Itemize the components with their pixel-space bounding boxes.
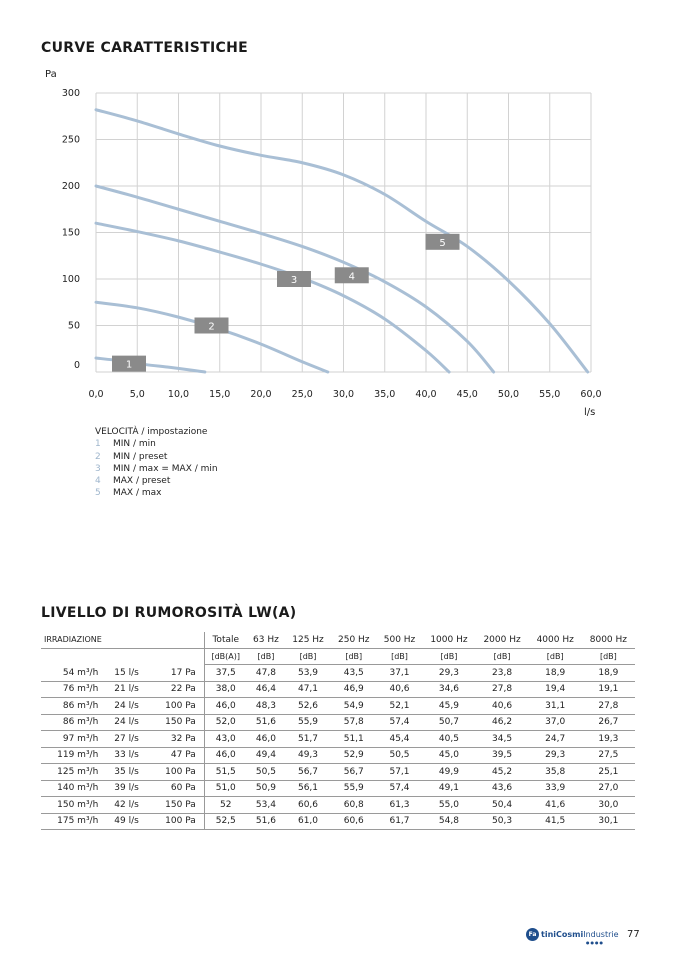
value-cell: 19,1 (582, 681, 635, 698)
value-cell: 30,0 (582, 797, 635, 814)
value-cell: 45,0 (422, 747, 475, 764)
value-cell: 61,7 (377, 813, 423, 830)
flow-m3h-cell: 86 m³/h (41, 698, 104, 715)
value-cell: 46,9 (331, 681, 377, 698)
value-cell: 43,5 (331, 665, 377, 682)
x-tick-label: 55,0 (539, 389, 561, 400)
value-cell: 57,8 (331, 714, 377, 731)
flow-ls-cell: 33 l/s (104, 747, 151, 764)
value-cell: 50,3 (476, 813, 529, 830)
value-cell: 33,9 (529, 780, 582, 797)
pressure-cell: 150 Pa (151, 714, 204, 731)
value-cell: 47,8 (247, 665, 285, 682)
value-cell: 51,6 (247, 714, 285, 731)
value-cell: 23,8 (476, 665, 529, 682)
chart-title: CURVE CARATTERISTICHE (41, 40, 249, 56)
value-cell: 52 (204, 797, 247, 814)
value-cell: 61,3 (377, 797, 423, 814)
value-cell: 54,8 (422, 813, 475, 830)
legend-item-2 (95, 451, 218, 463)
x-tick-label: 0,0 (88, 389, 104, 400)
column-unit: [dB] (529, 648, 582, 665)
value-cell: 46,0 (204, 747, 247, 764)
value-cell: 40,6 (476, 698, 529, 715)
flow-ls-cell: 49 l/s (104, 813, 151, 830)
flow-m3h-cell: 175 m³/h (41, 813, 104, 830)
value-cell: 34,5 (476, 731, 529, 748)
column-header: 63 Hz (247, 632, 285, 648)
flow-ls-cell: 15 l/s (104, 665, 151, 682)
flow-ls-cell: 24 l/s (104, 698, 151, 715)
value-cell: 50,4 (476, 797, 529, 814)
column-header: 2000 Hz (476, 632, 529, 648)
legend-label: MAX / preset (113, 476, 171, 487)
brand-logo (526, 928, 619, 945)
legend-item-5 (95, 487, 218, 499)
column-unit: [dB] (476, 648, 529, 665)
noise-units-row (41, 648, 635, 665)
value-cell: 50,7 (422, 714, 475, 731)
value-cell: 56,7 (285, 764, 331, 781)
flow-m3h-cell: 140 m³/h (41, 780, 104, 797)
value-cell: 37,1 (377, 665, 423, 682)
table-row (41, 780, 635, 797)
curve-label-5: 5 (439, 237, 446, 249)
value-cell: 50,5 (247, 764, 285, 781)
value-cell: 38,0 (204, 681, 247, 698)
pressure-cell: 100 Pa (151, 764, 204, 781)
legend (95, 426, 218, 500)
noise-table (41, 632, 635, 830)
x-tick-label: 45,0 (456, 389, 478, 400)
curve-label-4: 4 (348, 271, 355, 283)
value-cell: 19,3 (582, 731, 635, 748)
y-tick-label: 250 (61, 134, 80, 146)
value-cell: 39,5 (476, 747, 529, 764)
legend-number: 4 (95, 476, 101, 487)
y-axis-label: Pa (45, 69, 57, 80)
curve-label-2: 2 (208, 321, 215, 333)
column-header: Totale (204, 632, 247, 648)
pressure-cell: 17 Pa (151, 665, 204, 682)
value-cell: 52,9 (331, 747, 377, 764)
value-cell: 37,5 (204, 665, 247, 682)
value-cell: 52,6 (285, 698, 331, 715)
value-cell: 43,6 (476, 780, 529, 797)
column-unit: [dB] (422, 648, 475, 665)
column-header: 250 Hz (331, 632, 377, 648)
value-cell: 49,1 (422, 780, 475, 797)
y-tick-label: 100 (61, 274, 80, 285)
table-row (41, 665, 635, 682)
legend-number: 2 (95, 451, 101, 462)
pressure-cell: 47 Pa (151, 747, 204, 764)
table-row (41, 764, 635, 781)
value-cell: 51,1 (331, 731, 377, 748)
table-row (41, 747, 635, 764)
value-cell: 45,9 (422, 698, 475, 715)
value-cell: 50,5 (377, 747, 423, 764)
value-cell: 27,0 (582, 780, 635, 797)
value-cell: 57,4 (377, 714, 423, 731)
logo-mark: Fa (526, 928, 539, 941)
value-cell: 51,5 (204, 764, 247, 781)
characteristic-curves-chart (0, 60, 678, 420)
legend-label: MIN / min (113, 439, 156, 450)
value-cell: 46,4 (247, 681, 285, 698)
units-spacer (41, 648, 204, 665)
legend-label: MIN / preset (113, 451, 168, 462)
column-unit: [dB] (582, 648, 635, 665)
value-cell: 45,2 (476, 764, 529, 781)
flow-ls-cell: 27 l/s (104, 731, 151, 748)
value-cell: 60,6 (285, 797, 331, 814)
pressure-cell: 100 Pa (151, 813, 204, 830)
column-header: 125 Hz (285, 632, 331, 648)
curve-label-1: 1 (125, 359, 133, 371)
legend-number: 5 (95, 488, 101, 499)
flow-m3h-cell: 125 m³/h (41, 764, 104, 781)
logo-text: tiniCosmiIndustrie (541, 930, 619, 939)
value-cell: 57,4 (377, 780, 423, 797)
flow-ls-cell: 39 l/s (104, 780, 151, 797)
flow-m3h-cell: 76 m³/h (41, 681, 104, 698)
table-row (41, 813, 635, 830)
y-tick-label: 200 (61, 181, 80, 192)
value-cell: 40,6 (377, 681, 423, 698)
flow-m3h-cell: 86 m³/h (41, 714, 104, 731)
pressure-cell: 150 Pa (151, 797, 204, 814)
value-cell: 60,8 (331, 797, 377, 814)
value-cell: 41,6 (529, 797, 582, 814)
x-tick-label: 25,0 (291, 389, 313, 400)
value-cell: 55,0 (422, 797, 475, 814)
curve-label-3: 3 (290, 275, 298, 286)
value-cell: 31,1 (529, 698, 582, 715)
flow-m3h-cell: 119 m³/h (41, 747, 104, 764)
value-cell: 51,6 (247, 813, 285, 830)
legend-item-4 (95, 475, 218, 487)
value-cell: 29,3 (422, 665, 475, 682)
pressure-cell: 22 Pa (151, 681, 204, 698)
value-cell: 55,9 (331, 780, 377, 797)
y-tick-label: 300 (61, 88, 80, 99)
x-tick-label: 5,0 (129, 389, 145, 400)
y-tick-label: 0 (73, 360, 80, 371)
value-cell: 26,7 (582, 714, 635, 731)
column-unit: [dB] (377, 648, 423, 665)
x-tick-label: 15,0 (209, 389, 231, 400)
value-cell: 52,1 (377, 698, 423, 715)
legend-label: MAX / max (113, 488, 162, 499)
value-cell: 27,8 (476, 681, 529, 698)
value-cell: 34,6 (422, 681, 475, 698)
value-cell: 56,1 (285, 780, 331, 797)
legend-item-1 (95, 438, 218, 450)
value-cell: 45,4 (377, 731, 423, 748)
legend-label: MIN / max = MAX / min (113, 463, 218, 474)
value-cell: 43,0 (204, 731, 247, 748)
value-cell: 51,0 (204, 780, 247, 797)
column-unit: [dB(A)] (204, 648, 247, 665)
irradiazione-header: IRRADIAZIONE (41, 632, 204, 648)
table-row (41, 714, 635, 731)
flow-m3h-cell: 150 m³/h (41, 797, 104, 814)
value-cell: 27,5 (582, 747, 635, 764)
value-cell: 60,6 (331, 813, 377, 830)
value-cell: 49,3 (285, 747, 331, 764)
column-unit: [dB] (247, 648, 285, 665)
x-tick-label: 35,0 (374, 389, 396, 400)
value-cell: 35,8 (529, 764, 582, 781)
value-cell: 47,1 (285, 681, 331, 698)
noise-header-row (41, 632, 635, 648)
value-cell: 24,7 (529, 731, 582, 748)
flow-m3h-cell: 54 m³/h (41, 665, 104, 682)
noise-table-title: LIVELLO DI RUMOROSITÀ LW(A) (41, 605, 297, 621)
value-cell: 46,0 (204, 698, 247, 715)
column-header: 4000 Hz (529, 632, 582, 648)
column-header: 8000 Hz (582, 632, 635, 648)
value-cell: 29,3 (529, 747, 582, 764)
value-cell: 50,9 (247, 780, 285, 797)
value-cell: 52,0 (204, 714, 247, 731)
curve-5 (96, 110, 588, 372)
value-cell: 27,8 (582, 698, 635, 715)
value-cell: 51,7 (285, 731, 331, 748)
value-cell: 53,4 (247, 797, 285, 814)
page-number: 77 (627, 929, 640, 940)
legend-number: 3 (95, 463, 101, 474)
value-cell: 37,0 (529, 714, 582, 731)
value-cell: 46,2 (476, 714, 529, 731)
value-cell: 19,4 (529, 681, 582, 698)
value-cell: 52,5 (204, 813, 247, 830)
table-row (41, 731, 635, 748)
pressure-cell: 60 Pa (151, 780, 204, 797)
legend-item-3 (95, 463, 218, 475)
value-cell: 18,9 (529, 665, 582, 682)
column-unit: [dB] (331, 648, 377, 665)
flow-ls-cell: 35 l/s (104, 764, 151, 781)
column-unit: [dB] (285, 648, 331, 665)
x-tick-label: 10,0 (167, 389, 190, 400)
x-tick-label: 30,0 (332, 389, 355, 400)
value-cell: 55,9 (285, 714, 331, 731)
x-tick-label: 50,0 (497, 389, 520, 400)
value-cell: 53,9 (285, 665, 331, 682)
value-cell: 54,9 (331, 698, 377, 715)
value-cell: 57,1 (377, 764, 423, 781)
x-axis-label: l/s (584, 407, 596, 418)
table-row (41, 797, 635, 814)
pressure-cell: 32 Pa (151, 731, 204, 748)
x-tick-label: 40,0 (415, 389, 437, 400)
value-cell: 48,3 (247, 698, 285, 715)
x-tick-label: 60,0 (580, 389, 602, 400)
flow-ls-cell: 21 l/s (104, 681, 151, 698)
y-tick-label: 150 (61, 227, 80, 239)
column-header: 500 Hz (377, 632, 423, 648)
value-cell: 61,0 (285, 813, 331, 830)
logo-dots: ●●●● (586, 940, 604, 945)
value-cell: 25,1 (582, 764, 635, 781)
table-row (41, 681, 635, 698)
x-tick-label: 20,0 (250, 389, 272, 400)
value-cell: 49,9 (422, 764, 475, 781)
table-row (41, 698, 635, 715)
legend-heading: VELOCITÀ / impostazione (95, 427, 208, 437)
value-cell: 30,1 (582, 813, 635, 830)
value-cell: 46,0 (247, 731, 285, 748)
column-header: 1000 Hz (422, 632, 475, 648)
flow-m3h-cell: 97 m³/h (41, 731, 104, 748)
legend-number: 1 (95, 439, 101, 450)
value-cell: 49,4 (247, 747, 285, 764)
flow-ls-cell: 24 l/s (104, 714, 151, 731)
value-cell: 41,5 (529, 813, 582, 830)
pressure-cell: 100 Pa (151, 698, 204, 715)
value-cell: 40,5 (422, 731, 475, 748)
value-cell: 56,7 (331, 764, 377, 781)
flow-ls-cell: 42 l/s (104, 797, 151, 814)
value-cell: 18,9 (582, 665, 635, 682)
y-tick-label: 50 (67, 320, 80, 332)
